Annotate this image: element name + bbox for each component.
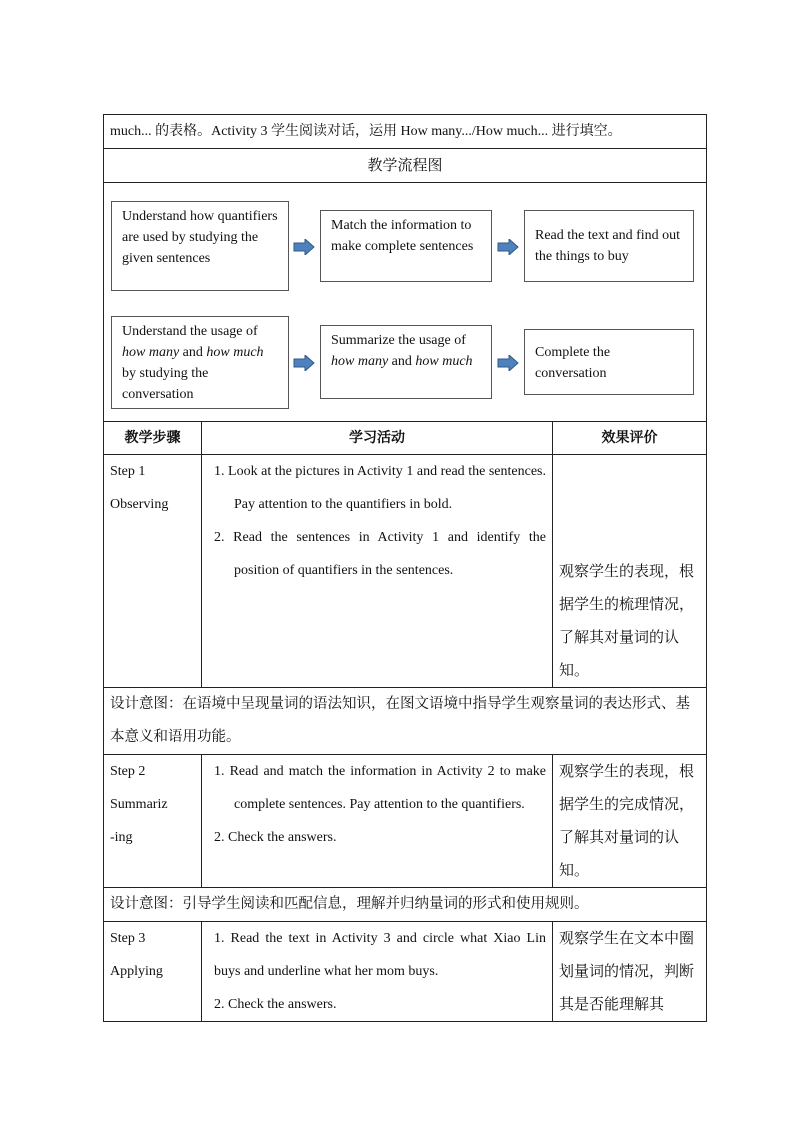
intro-text: much... 的表格。Activity 3 学生阅读对话，运用 How many.../How much... 进行填空。 [104,115,707,149]
flow-box-read-text: Read the text and find out the things to buy [524,210,694,282]
step-cell [104,922,202,1022]
activity-item: 2. Read the sentences in Activity 1 and identify the position of quantifiers in the sentences. [214,530,546,578]
flow-text: by studying the conversation [122,366,209,402]
flow-box-understand-quantifiers: Understand how quantifiers are used by studying the given sentences [111,201,289,291]
step-row [104,922,707,1022]
activity-cell [202,755,553,888]
lesson-plan-table [103,114,707,1022]
step-cell [104,755,202,888]
activity-item: 1. Look at the pictures in Activity 1 and read the sentences. Pay attention to the quantifiers in bold. [214,464,546,512]
flow-text: Summarize the usage of [331,333,466,348]
design-row [104,888,707,922]
activity-item: 2. Check the answers. [214,997,337,1012]
step-name: Summariz-ing [110,797,168,845]
flow-text: and [179,345,207,360]
activity-list [208,455,546,587]
flow-text-italic: how much [206,345,264,360]
evaluation-cell: 观察学生的表现，根据学生的完成情况，了解其对量词的认知。 [553,755,707,888]
intro-row [104,115,707,149]
flow-title-row [104,149,707,183]
right-arrow-icon [497,239,519,255]
flow-title: 教学流程图 [104,149,707,183]
flow-text-italic: how many [331,354,389,369]
flow-text: and [388,354,416,369]
evaluation-cell: 观察学生在文本中圈划量词的情况，判断其是否能理解其 [553,922,707,1022]
flow-text-italic: how much [415,354,473,369]
right-arrow-icon [497,355,519,371]
flow-box-match-information: Match the information to make complete sentences [320,210,492,282]
flowchart-row [104,183,707,422]
design-intent: 设计意图：引导学生阅读和匹配信息，理解并归纳量词的形式和使用规则。 [104,888,707,922]
header-row [104,422,707,455]
step-row [104,755,707,888]
flow-box-understand-usage [111,316,289,409]
right-arrow-icon [293,355,315,371]
flow-text-italic: how many [122,345,180,360]
flowchart [104,183,707,422]
flow-box-complete-conversation: Complete the conversation [524,329,694,395]
activity-cell [202,922,553,1022]
flow-text: Understand the usage of [122,324,258,339]
activity-cell [202,455,553,688]
activity-list [208,755,546,854]
step-row [104,455,707,688]
activity-list [208,922,546,1021]
header-step: 教学步骤 [104,422,202,455]
activity-item: 1. Read the text in Activity 3 and circle what Xiao Lin buys and underline what her mom buys. [214,931,546,979]
step-number: Step 3 [110,931,146,946]
design-intent: 设计意图：在语境中呈现量词的语法知识，在图文语境中指导学生观察量词的表达形式、基本意义和语用功能。 [104,688,707,755]
step-name: Applying [110,964,163,979]
header-evaluation: 效果评价 [553,422,707,455]
step-number: Step 1 [110,464,146,479]
step-number: Step 2 [110,764,146,779]
step-cell [104,455,202,688]
header-activity: 学习活动 [202,422,553,455]
activity-item: 1. Read and match the information in Activity 2 to make complete sentences. Pay attention to the quantifiers. [214,764,546,812]
activity-item: 2. Check the answers. [214,830,337,845]
flow-box-summarize-usage [320,325,492,399]
right-arrow-icon [293,239,315,255]
step-name: Observing [110,497,169,512]
design-row [104,688,707,755]
evaluation-cell: 观察学生的表现，根据学生的梳理情况，了解其对量词的认知。 [553,455,707,688]
